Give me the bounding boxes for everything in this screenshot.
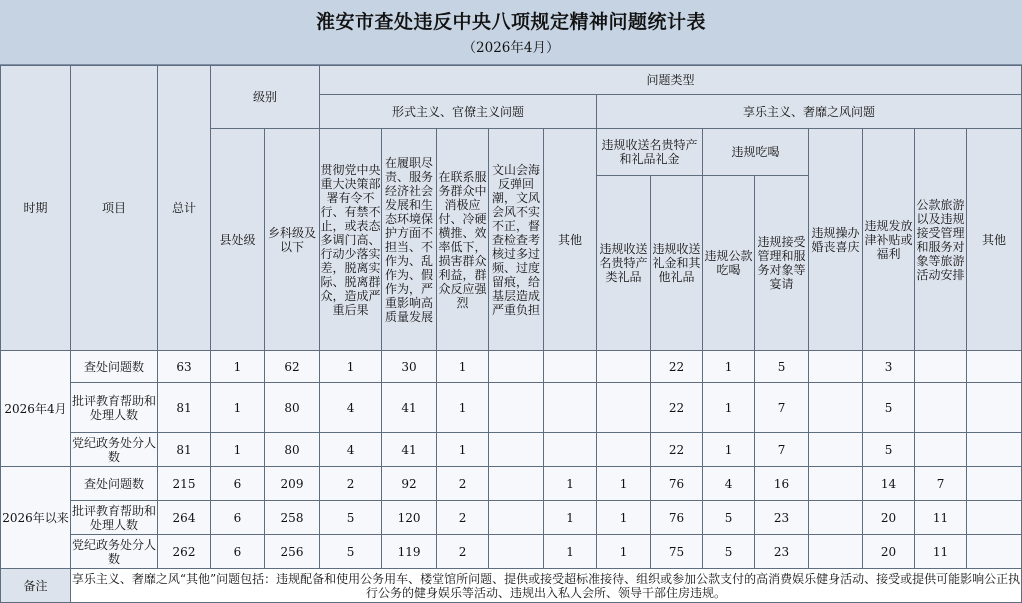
cell-subsidy: 20 (863, 535, 915, 569)
cell-h-other (967, 383, 1022, 433)
cell-subsidy: 5 (863, 383, 915, 433)
header-period: 时期 (1, 66, 71, 351)
header-wedding: 违规操办婚丧喜庆 (809, 129, 863, 351)
period-label: 2026年以来 (1, 467, 71, 569)
cell-f5 (544, 433, 597, 467)
cell-f3: 1 (437, 383, 489, 433)
header-formalism: 形式主义、官僚主义问题 (320, 95, 597, 129)
cell-township: 62 (265, 351, 320, 383)
cell-county: 6 (211, 467, 265, 501)
cell-f2: 41 (382, 383, 437, 433)
cell-f5: 1 (544, 467, 597, 501)
cell-gift1 (597, 383, 651, 433)
cell-gift1 (597, 351, 651, 383)
cell-total: 63 (158, 351, 211, 383)
cell-eat2: 7 (755, 383, 809, 433)
cell-f2: 120 (382, 501, 437, 535)
cell-township: 256 (265, 535, 320, 569)
cell-gift2: 76 (651, 501, 703, 535)
cell-h-other (967, 351, 1022, 383)
cell-gift2: 76 (651, 467, 703, 501)
cell-f4 (489, 351, 544, 383)
cell-total: 81 (158, 383, 211, 433)
cell-f3: 2 (437, 467, 489, 501)
cell-f1: 5 (320, 501, 382, 535)
cell-f2: 92 (382, 467, 437, 501)
header-travel: 公款旅游以及违规接受管理和服务对象等旅游活动安排 (915, 129, 967, 351)
cell-h-other (967, 467, 1022, 501)
row-item-label: 党纪政务处分人数 (71, 535, 158, 569)
cell-eat2: 16 (755, 467, 809, 501)
cell-travel (915, 433, 967, 467)
header-hedonism: 享乐主义、奢靡之风问题 (597, 95, 1022, 129)
header-gift-2: 违规收送礼金和其他礼品 (651, 176, 703, 351)
cell-f4 (489, 467, 544, 501)
cell-subsidy: 5 (863, 433, 915, 467)
cell-h-other (967, 535, 1022, 569)
cell-eat1: 5 (703, 535, 755, 569)
cell-h-other (967, 501, 1022, 535)
cell-county: 6 (211, 501, 265, 535)
cell-f5: 1 (544, 501, 597, 535)
cell-wedding (809, 351, 863, 383)
cell-f5 (544, 383, 597, 433)
cell-eat1: 5 (703, 501, 755, 535)
cell-eat1: 1 (703, 351, 755, 383)
cell-travel: 11 (915, 535, 967, 569)
cell-gift1: 1 (597, 535, 651, 569)
cell-f4 (489, 501, 544, 535)
cell-wedding (809, 535, 863, 569)
cell-h-other (967, 433, 1022, 467)
table-title: 淮安市查处违反中央八项规定精神问题统计表 (315, 11, 706, 33)
cell-wedding (809, 467, 863, 501)
cell-gift1: 1 (597, 467, 651, 501)
cell-f3: 2 (437, 535, 489, 569)
cell-total: 262 (158, 535, 211, 569)
cell-wedding (809, 383, 863, 433)
period-label: 2026年4月 (1, 351, 71, 467)
cell-county: 1 (211, 351, 265, 383)
cell-eat2: 23 (755, 501, 809, 535)
header-total: 总计 (158, 66, 211, 351)
cell-subsidy: 3 (863, 351, 915, 383)
cell-eat2: 23 (755, 535, 809, 569)
note-label: 备注 (1, 569, 71, 603)
cell-f4 (489, 535, 544, 569)
cell-f3: 2 (437, 501, 489, 535)
cell-total: 81 (158, 433, 211, 467)
cell-eat2: 5 (755, 351, 809, 383)
header-level: 级别 (211, 66, 320, 129)
cell-travel: 7 (915, 467, 967, 501)
cell-f4 (489, 383, 544, 433)
header-eat-2: 违规接受管理和服务对象等宴请 (755, 176, 809, 351)
cell-f1: 1 (320, 351, 382, 383)
cell-f3: 1 (437, 351, 489, 383)
cell-f1: 4 (320, 383, 382, 433)
header-township-level: 乡科级及以下 (265, 129, 320, 351)
cell-eat2: 7 (755, 433, 809, 467)
cell-gift1 (597, 433, 651, 467)
cell-total: 215 (158, 467, 211, 501)
cell-wedding (809, 501, 863, 535)
cell-eat1: 1 (703, 433, 755, 467)
cell-wedding (809, 433, 863, 467)
cell-township: 209 (265, 467, 320, 501)
cell-eat1: 1 (703, 383, 755, 433)
cell-eat1: 4 (703, 467, 755, 501)
statistics-table (0, 65, 1022, 603)
header-formalism-1: 贯彻党中央重大决策部署有令不行、有禁不止，或表态多调门高、行动少落实差，脱离实际、脱离群众，造成严重后果 (320, 129, 382, 351)
header-formalism-2: 在履职尽责、服务经济社会发展和生态环境保护方面不担当、不作为、乱作为、假作为，严重影响高质量发展 (382, 129, 437, 351)
row-item-label: 批评教育帮助和处理人数 (71, 501, 158, 535)
header-item: 项目 (71, 66, 158, 351)
cell-travel: 11 (915, 501, 967, 535)
header-eat-1: 违规公款吃喝 (703, 176, 755, 351)
note-text: 享乐主义、奢靡之风“其他”问题包括：违规配备和使用公务用车、楼堂馆所问题、提供或接受超标准接待、组织或参加公款支付的高消费娱乐健身活动、接受或提供可能影响公正执行公务的健身娱乐等活动、违规出入私人会所、领导干部住房违规。 (71, 569, 1022, 603)
title-banner (0, 0, 1022, 65)
cell-f2: 41 (382, 433, 437, 467)
cell-f1: 2 (320, 467, 382, 501)
cell-subsidy: 20 (863, 501, 915, 535)
row-item-label: 查处问题数 (71, 467, 158, 501)
row-item-label: 查处问题数 (71, 351, 158, 383)
header-county-level: 县处级 (211, 129, 265, 351)
header-formalism-other: 其他 (544, 129, 597, 351)
header-formalism-4: 文山会海反弹回潮，文风会风不实不正，督查检查考核过多过频、过度留痕，给基层造成严重负担 (489, 129, 544, 351)
cell-f1: 4 (320, 433, 382, 467)
cell-travel (915, 351, 967, 383)
cell-township: 80 (265, 383, 320, 433)
cell-county: 1 (211, 433, 265, 467)
cell-f1: 5 (320, 535, 382, 569)
header-gift-group: 违规收送名贵特产和礼品礼金 (597, 129, 703, 176)
cell-f5 (544, 351, 597, 383)
row-item-label: 党纪政务处分人数 (71, 433, 158, 467)
cell-total: 264 (158, 501, 211, 535)
cell-f2: 30 (382, 351, 437, 383)
header-hedonism-other: 其他 (967, 129, 1022, 351)
cell-f5: 1 (544, 535, 597, 569)
cell-township: 258 (265, 501, 320, 535)
header-eat-group: 违规吃喝 (703, 129, 809, 176)
cell-county: 1 (211, 383, 265, 433)
cell-county: 6 (211, 535, 265, 569)
cell-gift2: 22 (651, 433, 703, 467)
cell-f2: 119 (382, 535, 437, 569)
cell-travel (915, 383, 967, 433)
cell-gift2: 22 (651, 351, 703, 383)
cell-f3: 1 (437, 433, 489, 467)
header-subsidy: 违规发放津补贴或福利 (863, 129, 915, 351)
cell-subsidy: 14 (863, 467, 915, 501)
header-formalism-3: 在联系服务群众中消极应付、冷硬横推、效率低下，损害群众利益，群众反应强烈 (437, 129, 489, 351)
cell-township: 80 (265, 433, 320, 467)
cell-gift1: 1 (597, 501, 651, 535)
header-gift-1: 违规收送名贵特产类礼品 (597, 176, 651, 351)
header-problem-type: 问题类型 (320, 66, 1022, 95)
cell-f4 (489, 433, 544, 467)
row-item-label: 批评教育帮助和处理人数 (71, 383, 158, 433)
cell-gift2: 22 (651, 383, 703, 433)
cell-gift2: 75 (651, 535, 703, 569)
table-subtitle: （2026年4月） (462, 40, 560, 56)
